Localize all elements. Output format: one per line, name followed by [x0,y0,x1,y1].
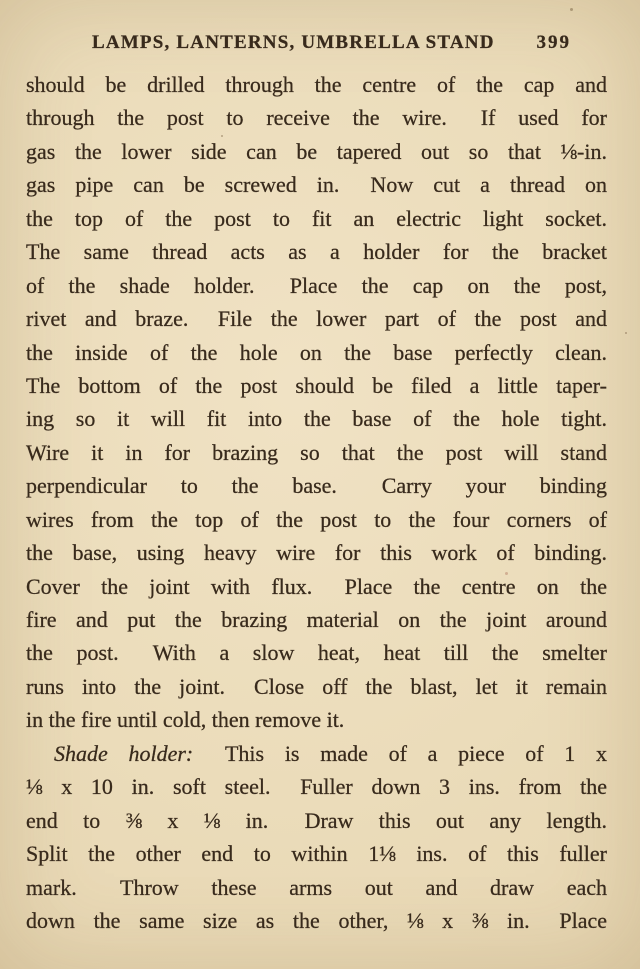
text-line: the top of the post to fit an electric light socket. [26,205,607,231]
text-line: runs into the joint. Close off the blast, let it remain [26,673,607,699]
paragraph [26,68,607,737]
text-line: Split the other end to within 1⅛ ins. of this fuller [26,841,607,867]
page-number: 399 [536,32,571,53]
text-line: down the same size as the other, ⅛ x ⅜ in. Place [26,907,607,933]
paper-speck [570,8,573,11]
text-line: fire and put the brazing material on the joint around [26,607,607,632]
text-span: This is made of a piece of 1 x [213,740,607,766]
text-line: in the fire until cold, then remove it. [26,707,345,733]
text-line: end to ⅜ x ⅛ in. Draw this out any length. [26,807,607,833]
text-line: perpendicular to the base. Carry your binding [26,473,607,499]
text-line: rivet and braze. File the lower part of the post and [26,306,607,332]
text-line: of the shade holder. Place the cap on the post, [26,272,607,298]
text-line: the inside of the hole on the base perfectly clean. [26,339,607,365]
text-line: the base, using heavy wire for this work of binding. [26,540,607,566]
paper-speck [221,135,223,137]
text-line: Wire it in for brazing so that the post will stand [26,439,607,465]
text-line: the post. With a slow heat, heat till the smelter [26,640,607,666]
page-body [26,68,607,937]
text-line: through the post to receive the wire. If used for [26,105,607,131]
paper-speck [505,572,508,575]
text-line: The bottom of the post should be filed a little taper- [26,372,607,398]
text-line: Cover the joint with flux. Place the centre on the [26,573,607,599]
text-line: should be drilled through the centre of the cap and [26,72,607,97]
text-line: gas the lower side can be tapered out so that ⅛-in. [26,138,607,164]
text-line: gas pipe can be screwed in. Now cut a thread on [26,172,607,198]
running-header [0,32,640,56]
text-line: wires from the top of the post to the four corners of [26,506,607,532]
text-line: ing so it will fit into the base of the hole tight. [26,406,607,432]
text-line: ⅛ x 10 in. soft steel. Fuller down 3 ins. from the [26,774,607,800]
paragraph [26,737,607,938]
paper-speck [625,332,627,334]
text-line [26,737,607,770]
header-title: LAMPS, LANTERNS, UMBRELLA STAND [92,32,495,53]
text-line: mark. Throw these arms out and draw each [26,874,607,900]
shade-holder-label: Shade holder: [54,740,194,766]
text-line: The same thread acts as a holder for the bracket [26,239,607,265]
